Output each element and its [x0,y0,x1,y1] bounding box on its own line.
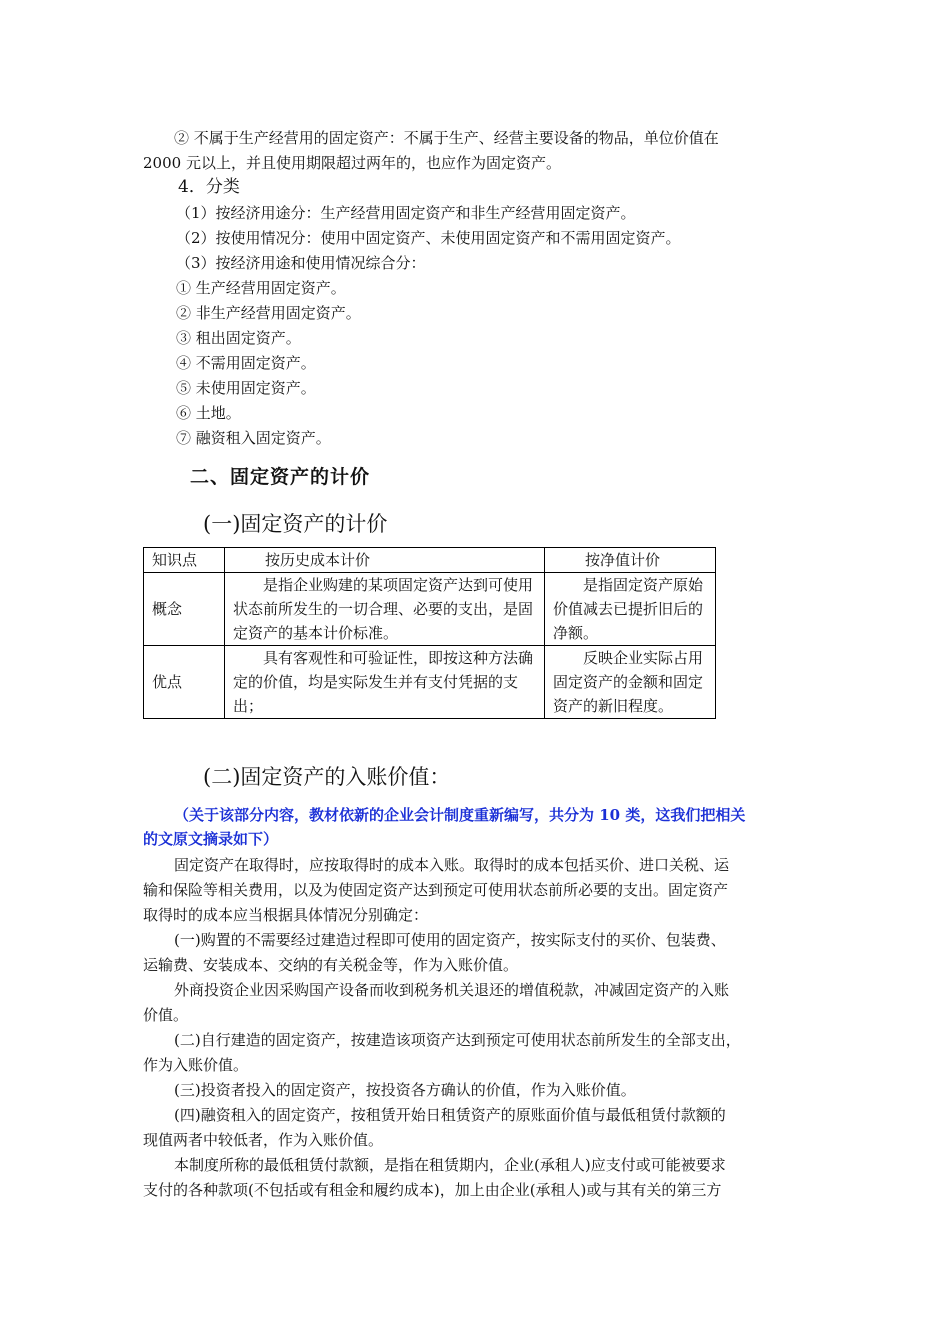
sub-item: ④ 不需用固定资产。 [176,354,316,372]
valuation-comparison-table [143,547,716,719]
body-line: (三)投资者投入的固定资产，按投资各方确认的价值，作为入账价值。 [174,1081,636,1099]
body-line: (一)购置的不需要经过建造过程即可使用的固定资产，按实际支付的买价、包装费、 [174,931,726,949]
body-line: 现值两者中较低者，作为入账价值。 [143,1131,384,1149]
sub-item: ⑦ 融资租入固定资产。 [176,429,331,447]
subsection-heading-book-value: (二)固定资产的入账价值： [203,765,451,789]
section-heading-valuation: 二、固定资产的计价 [190,466,371,488]
table-header-cell: 按历史成本计价 [225,548,545,573]
sub-item: ② 非生产经营用固定资产。 [176,304,361,322]
paragraph-line: 2000 元以上，并且使用期限超过两年的，也应作为固定资产。 [143,154,561,172]
table-header-cell: 按净值计价 [545,548,716,573]
sub-item: ⑥ 土地。 [176,404,241,422]
section-title-classification: 4．分类 [178,177,240,197]
note-line: （关于该部分内容，教材依新的企业会计制度重新编写，共分为 10 类，这我们把相关 [174,806,746,824]
subsection-heading-valuation: (一)固定资产的计价 [203,512,388,536]
body-line: (四)融资租入的固定资产，按租赁开始日租赁资产的原账面价值与最低租赁付款额的 [174,1106,726,1124]
sub-item: ⑤ 未使用固定资产。 [176,379,316,397]
classification-item: （2）按使用情况分：使用中固定资产、未使用固定资产和不需用固定资产。 [176,229,681,247]
table-header-row [144,548,716,573]
table-header-cell: 知识点 [144,548,225,573]
classification-item: （3）按经济用途和使用情况综合分： [176,254,426,272]
body-line: 外商投资企业因采购国产设备而收到税务机关退还的增值税款，冲减固定资产的入账 [174,981,730,999]
body-line: 取得时的成本应当根据具体情况分别确定： [143,906,429,924]
note-line: 的文原文摘录如下） [143,830,279,848]
table-cell: 反映企业实际占用固定资产的金额和固定资产的新旧程度。 [545,646,716,719]
table-row-label: 优点 [144,646,225,719]
body-line: 支付的各种款项(不包括或有租金和履约成本)，加上由企业(承租人)或与其有关的第三方 [143,1181,722,1199]
sub-item: ③ 租出固定资产。 [176,329,301,347]
table-cell: 是指固定资产原始价值减去已提折旧后的净额。 [545,573,716,646]
body-line: 固定资产在取得时，应按取得时的成本入账。取得时的成本包括买价、进口关税、运 [174,856,730,874]
body-line: (二)自行建造的固定资产，按建造该项资产达到预定可使用状态前所发生的全部支出， [174,1031,741,1049]
table-row [144,646,716,719]
paragraph-line: ② 不属于生产经营用的固定资产：不属于生产、经营主要设备的物品，单位价值在 [174,129,719,147]
body-line: 本制度所称的最低租赁付款额，是指在租赁期内，企业(承租人)应支付或可能被要求 [174,1156,726,1174]
body-line: 输和保险等相关费用，以及为使固定资产达到预定可使用状态前所必要的支出。固定资产 [143,881,729,899]
table-row [144,573,716,646]
body-line: 运输费、安装成本、交纳的有关税金等，作为入账价值。 [143,956,519,974]
table-row-label: 概念 [144,573,225,646]
sub-item: ① 生产经营用固定资产。 [176,279,346,297]
table-cell: 具有客观性和可验证性，即按这种方法确定的价值，均是实际发生并有支付凭据的支出； [225,646,545,719]
body-line: 价值。 [143,1006,189,1024]
classification-item: （1）按经济用途分：生产经营用固定资产和非生产经营用固定资产。 [176,204,636,222]
table-cell: 是指企业购建的某项固定资产达到可使用状态前所发生的一切合理、必要的支出，是固定资产的基本计价标准。 [225,573,545,646]
body-line: 作为入账价值。 [143,1056,249,1074]
